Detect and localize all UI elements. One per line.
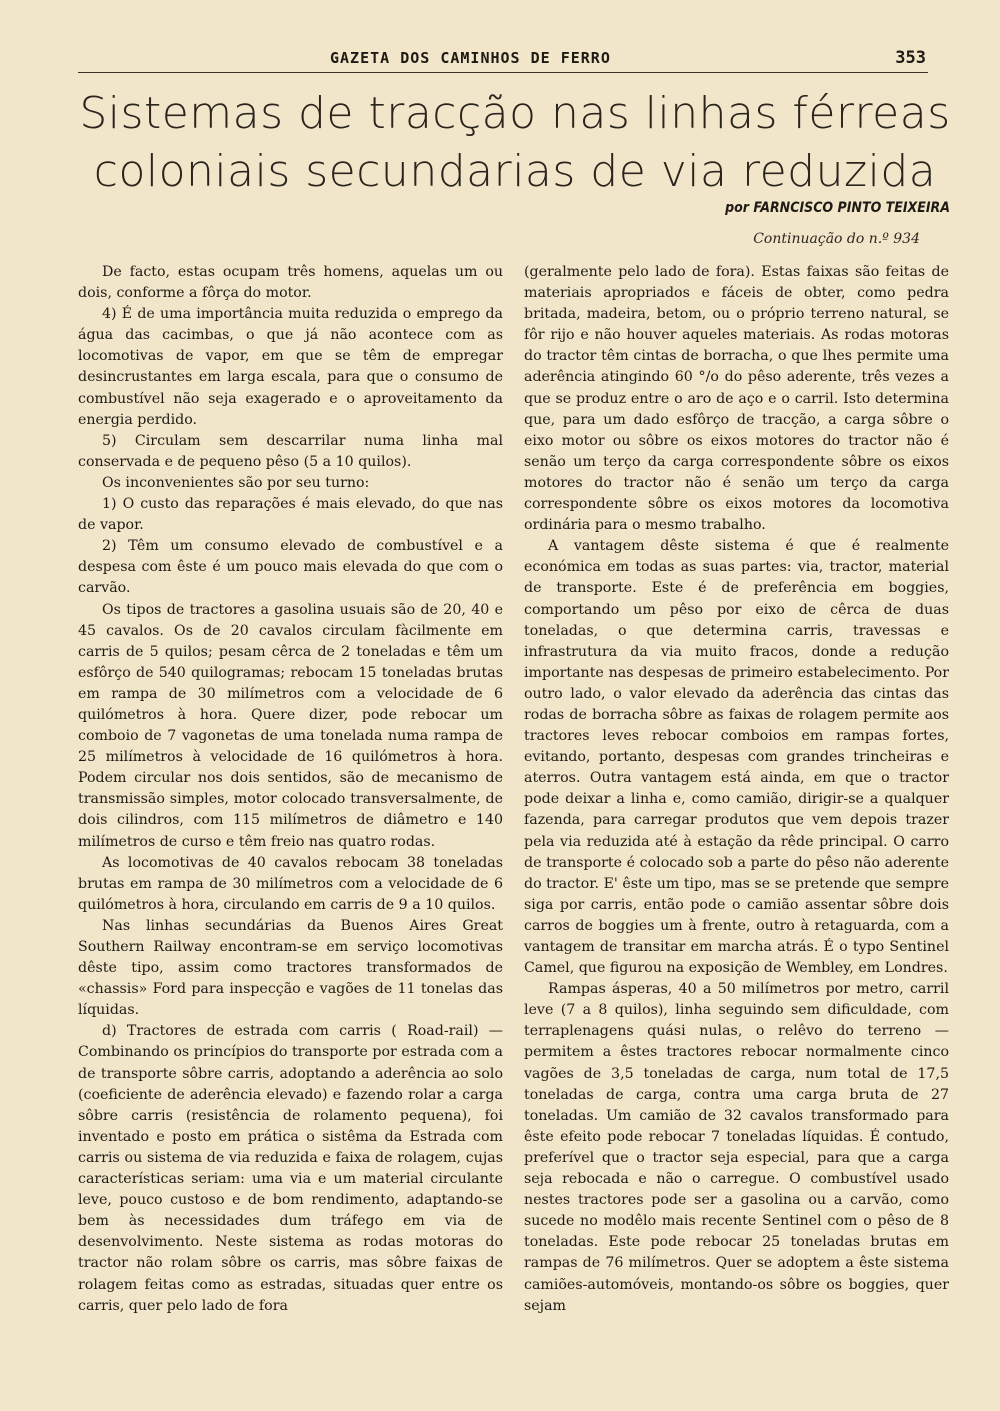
- paragraph: 1) O custo das reparações é mais elevado, do que nas de vapor.: [78, 496, 503, 534]
- article-title-line-1: Sistemas de tracção nas linhas férreas: [79, 88, 951, 139]
- paragraph: 2) Têm um consumo elevado de combustível e a despesa com êste é um pouco mais elevada do que com o carvão.: [78, 538, 503, 597]
- paragraph: 5) Circulam sem descarrilar numa linha mal conservada e de pequeno pêso (5 a 10 quilos).: [78, 432, 503, 470]
- paragraph: As locomotivas de 40 cavalos rebocam 38 toneladas brutas em rampa de 30 milímetros com a velocidade de 6 quilómetros à hora, circulando em carris de 9 a 10 quilos.: [78, 854, 503, 913]
- continuation-note: Continuação do n.º 934: [753, 231, 920, 247]
- paragraph: (geralmente pelo lado de fora). Estas faixas são feitas de materiais apropriados e fáceis de obter, como pedra britada, madeira, betom, ou o próprio terreno natural, se fôr rijo e não houver aqueles materiais. As rodas motoras do tractor têm cintas de borracha, o que lhes permite uma aderência atingindo 60 °/o do pêso aderente, três vezes a que se produz entre o aro de aço e o carril. Isto determina que, para um dado esfôrço de tracção, a carga sôbre o eixo motor ou sôbre os eixos motores do tractor não é senão um terço da carga correspondente sôbre os eixos motores do tractor não é senão um terço da carga correspondente sôbre os eixos motores da locomotiva ordinária para o mesmo trabalho.: [524, 264, 949, 534]
- paragraph: De facto, estas ocupam três homens, aquelas um ou dois, conforme a fôrça do motor.: [78, 264, 503, 302]
- page-number: 353: [895, 48, 926, 68]
- paragraph: 4) É de uma importância muita reduzida o emprego da água das cacimbas, o que já não acontece com as locomotivas de vapor, em que se têm de empregar desincrustantes em larga escala, para que o consumo de combustível não seja exagerado e o aproveitamento da energia perdido.: [78, 306, 503, 428]
- journal-title: GAZETA DOS CAMINHOS DE FERRO: [330, 49, 611, 67]
- running-header: [78, 46, 928, 73]
- left-column: [78, 262, 503, 1357]
- author-byline: por FARNCISCO PINTO TEIXEIRA: [725, 200, 950, 216]
- paragraph: Rampas ásperas, 40 a 50 milímetros por metro, carril leve (7 a 8 quilos), linha seguindo sem dificuldade, com terraplenagens quási nulas, o relêvo do terreno — permitem a êstes tractores rebocar normalmente cinco vagões de 3,5 toneladas de carga, num total de 17,5 toneladas de carga, contra uma carga bruta de 27 toneladas. Um camião de 32 cavalos transformado para êste efeito pode rebocar 7 toneladas líquidas. É contudo, preferível que o tractor seja especial, para que a carga seja rebocada e não o carregue. O combustível usado nestes tractores pode ser a gasolina ou a carvão, como sucede no modêlo mais recente Sentinel com o pêso de 8 toneladas. Este pode rebocar 25 toneladas brutas em rampas de 76 milímetros. Quer se adoptem a êste sistema camiões-automóveis, montando-os sôbre os boggies, quer sejam: [524, 981, 949, 1314]
- article-title-line-2: coloniais secundarias de via reduzida: [93, 146, 937, 197]
- paragraph: Os tipos de tractores a gasolina usuais são de 20, 40 e 45 cavalos. Os de 20 cavalos circulam fàcilmente em carris de 5 quilos; pesam cêrca de 2 toneladas e têm um esfôrço de 540 quilogramas; rebocam 15 toneladas brutas em rampa de 30 milímetros com a velocidade de 6 quilómetros à hora. Quere dizer, pode rebocar um comboio de 7 vagonetas de uma tonelada numa rampa de 25 milímetros à velocidade de 16 quilómetros à hora. Podem circular nos dois sentidos, são de mecanismo de transmissão simples, motor colocado transversalmente, de dois cilindros, com 115 milímetros de diâmetro e 140 milímetros de curso e têm freio nas quatro rodas.: [78, 601, 503, 850]
- paragraph: d) Tractores de estrada com carris ( Road-rail) — Combinando os princípios do transporte por estrada com a de transporte sôbre carris, adoptando a aderência ao solo (coeficiente de aderência elevado) e fazendo rolar a carga sôbre carris (resistência de rolamento pequena), foi inventado e posto em prática o sistêma da Estrada com carris ou sistema de via reduzida e faixa de rolagem, cujas características seriam: uma via e um material circulante leve, pouco custoso e de bom rendimento, adaptando-se bem às necessidades dum tráfego em via de desenvolvimento. Neste sistema as rodas motoras do tractor não rolam sôbre os carris, mas sôbre faixas de rolagem feitas como as estradas, situadas quer entre os carris, quer pelo lado de fora: [78, 1023, 503, 1314]
- paragraph: A vantagem dêste sistema é que é realmente económica em todas as suas partes: via, tractor, material de transporte. Este é de preferência em boggies, comportando um pêso por eixo de cêrca de duas toneladas, o que determina carris, travessas e infrastrutura da via muito fracos, donde a redução importante nas despesas de primeiro estabelecimento. Por outro lado, o valor elevado da aderência das cintas das rodas de borracha sôbre as faixas de rolagem permite aos tractores leves rebocar comboios em rampas fortes, evitando, portanto, despesas com grandes trincheiras e aterros. Outra vantagem está ainda, em que o tractor pode deixar a linha e, como camião, dirigir-se a qualquer fazenda, para carregar produtos que vem depois trazer pela via reduzida até à estação da rêde principal. O carro de transporte é colocado sob a parte do pêso não aderente do tractor. E' êste um tipo, mas se se pretende que sempre siga por carris, então pode o camião assentar sôbre dois carros de boggies um à frente, outro à retaguarda, com a vantagem de transitar em marcha atrás. É o typo Sentinel Camel, que figurou na exposição de Wembley, em Londres.: [524, 538, 949, 977]
- article-title: [40, 85, 990, 201]
- right-column: [524, 262, 949, 1357]
- paragraph: Os inconvenientes são por seu turno:: [102, 474, 370, 491]
- paragraph: Nas linhas secundárias da Buenos Aires Great Southern Railway encontram-se em serviço locomotivas dêste tipo, assim como tractores transformados de «chassis» Ford para inspecção e vagões de 11 tonelas das líquidas.: [78, 917, 503, 1019]
